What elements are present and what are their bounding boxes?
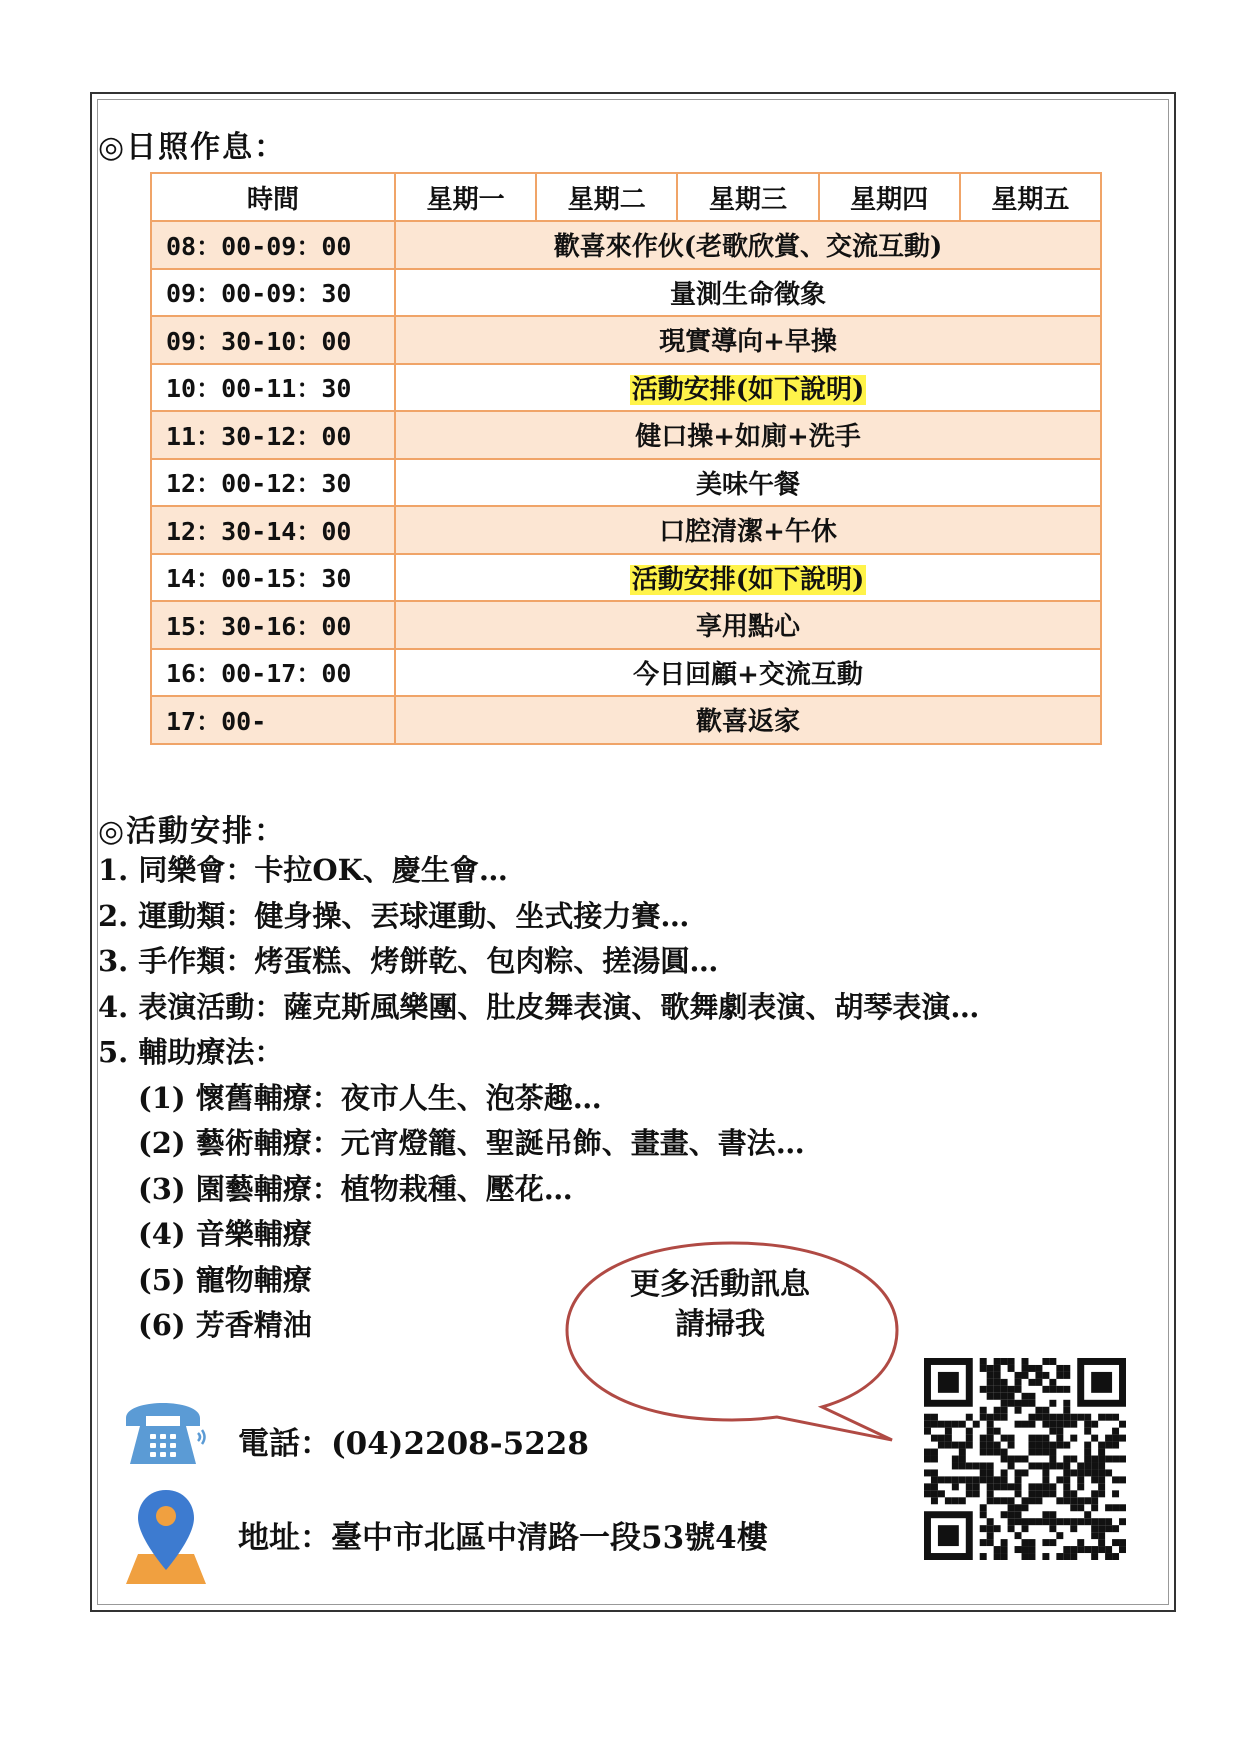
time-cell: 14：00-15：30 — [151, 554, 395, 602]
table-row — [151, 221, 1101, 269]
time-cell: 16：00-17：00 — [151, 649, 395, 697]
schedule-table — [150, 172, 1102, 745]
telephone-icon — [118, 1390, 208, 1470]
list-item: 4. 表演活動：薩克斯風樂團、肚皮舞表演、歌舞劇表演、胡琴表演… — [98, 989, 980, 1024]
activity-cell — [395, 269, 1101, 317]
address: 地址：臺中市北區中清路一段53號4樓 — [238, 1520, 768, 1556]
time-cell: 09：00-09：30 — [151, 269, 395, 317]
table-row — [151, 649, 1101, 697]
activities-title: ◎活動安排： — [98, 814, 287, 849]
bubble-line-1: 更多活動訊息 — [630, 1267, 810, 1302]
header-thu: 星期四 — [819, 173, 960, 221]
activity-text: 歡喜返家 — [695, 707, 800, 738]
activity-cell — [395, 364, 1101, 412]
list-subitem: (2) 藝術輔療：元宵燈籠、聖誕吊飾、畫畫、書法… — [138, 1126, 805, 1160]
list-item: 2. 運動類：健身操、丟球運動、坐式接力賽… — [98, 898, 690, 933]
activity-text: 活動安排(如下說明) — [631, 564, 865, 595]
header-wed: 星期三 — [677, 173, 818, 221]
table-row — [151, 601, 1101, 649]
table-row — [151, 364, 1101, 412]
activity-cell — [395, 649, 1101, 697]
time-cell: 17：00- — [151, 696, 395, 744]
schedule-header-row — [151, 173, 1101, 221]
header-fri: 星期五 — [960, 173, 1101, 221]
bubble-line-2: 請掃我 — [675, 1307, 765, 1342]
activity-cell — [395, 506, 1101, 554]
activity-cell — [395, 601, 1101, 649]
header-time: 時間 — [151, 173, 395, 221]
time-cell: 12：00-12：30 — [151, 459, 395, 507]
list-subitem: (4) 音樂輔療 — [138, 1217, 312, 1251]
activity-cell — [395, 696, 1101, 744]
list-item: 3. 手作類：烤蛋糕、烤餅乾、包肉粽、搓湯圓… — [98, 944, 719, 978]
phone-number: 電話：(04)2208-5228 — [238, 1426, 589, 1462]
activity-text: 活動安排(如下說明) — [631, 374, 865, 405]
schedule-title: ◎日照作息： — [98, 130, 287, 165]
table-row — [151, 554, 1101, 602]
activity-cell — [395, 221, 1101, 269]
table-row — [151, 411, 1101, 459]
header-tue: 星期二 — [536, 173, 677, 221]
activity-text: 口腔清潔+午休 — [659, 517, 837, 548]
list-subitem: (6) 芳香精油 — [138, 1308, 312, 1342]
time-cell: 11：30-12：00 — [151, 411, 395, 459]
activity-text: 今日回顧+交流互動 — [633, 659, 863, 690]
list-subitem: (1) 懷舊輔療：夜市人生、泡茶趣… — [138, 1080, 602, 1115]
list-subitem: (5) 寵物輔療 — [138, 1262, 312, 1297]
time-cell: 15：30-16：00 — [151, 601, 395, 649]
list-subitem: (3) 園藝輔療：植物栽種、壓花… — [138, 1171, 573, 1206]
bubble-text — [610, 1265, 830, 1345]
table-row — [151, 506, 1101, 554]
list-item: 1. 同樂會：卡拉OK、慶生會… — [98, 853, 508, 887]
time-cell: 10：00-11：30 — [151, 364, 395, 412]
activity-text: 量測生命徵象 — [669, 279, 826, 310]
table-row — [151, 459, 1101, 507]
time-cell: 09：30-10：00 — [151, 316, 395, 364]
activity-cell — [395, 459, 1101, 507]
activity-cell — [395, 554, 1101, 602]
table-row — [151, 316, 1101, 364]
activity-text: 現實導向+早操 — [659, 327, 837, 358]
map-pin-icon — [124, 1486, 208, 1586]
qr-code-icon[interactable] — [924, 1358, 1126, 1560]
activity-cell — [395, 316, 1101, 364]
time-cell: 12：30-14：00 — [151, 506, 395, 554]
table-row — [151, 269, 1101, 317]
activity-text: 享用點心 — [695, 612, 800, 643]
header-mon: 星期一 — [395, 173, 536, 221]
time-cell: 08：00-09：00 — [151, 221, 395, 269]
activity-text: 歡喜來作伙(老歌欣賞、交流互動) — [553, 232, 943, 263]
activity-text: 美味午餐 — [695, 469, 800, 500]
list-item: 5. 輔助療法： — [98, 1035, 284, 1069]
activity-text: 健口操+如廁+洗手 — [635, 422, 861, 453]
activity-cell — [395, 411, 1101, 459]
table-row — [151, 696, 1101, 744]
